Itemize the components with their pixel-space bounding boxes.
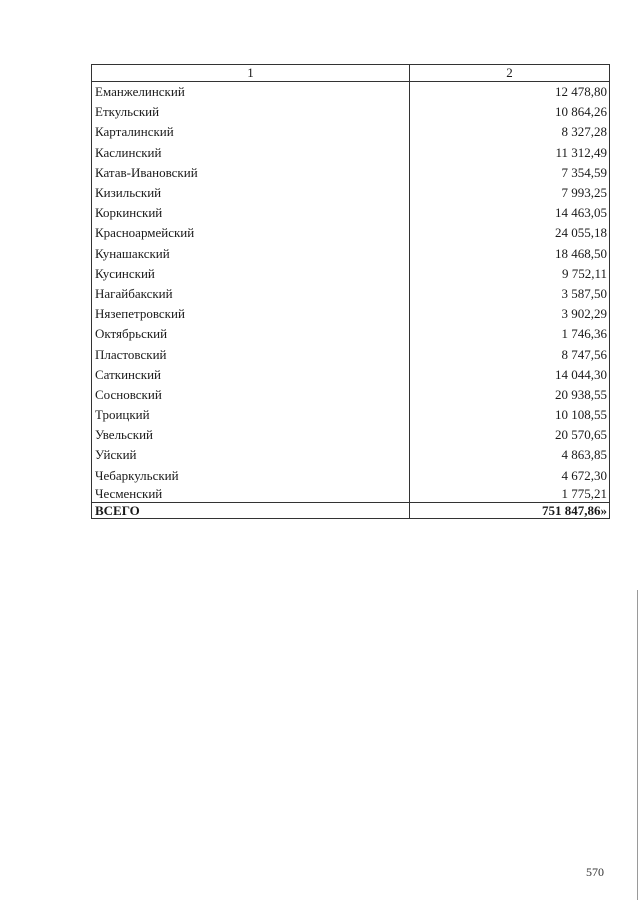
table-row xyxy=(92,466,610,486)
table-row xyxy=(92,264,610,284)
district-name: Красноармейский xyxy=(92,223,410,243)
table-row xyxy=(92,143,610,163)
district-value: 14 044,30 xyxy=(410,365,610,385)
table-row xyxy=(92,223,610,243)
column-header-1: 1 xyxy=(92,65,410,82)
district-name: Кизильский xyxy=(92,183,410,203)
district-name: Еманжелинский xyxy=(92,82,410,103)
table-row xyxy=(92,486,610,503)
district-value: 11 312,49 xyxy=(410,143,610,163)
district-name: Чесменский xyxy=(92,486,410,503)
district-name: Октябрьский xyxy=(92,324,410,344)
district-name: Еткульский xyxy=(92,102,410,122)
table-row xyxy=(92,244,610,264)
scan-edge-line xyxy=(637,590,638,900)
district-name: Коркинский xyxy=(92,203,410,223)
district-name: Карталинский xyxy=(92,122,410,142)
district-value: 4 863,85 xyxy=(410,445,610,465)
district-value: 24 055,18 xyxy=(410,223,610,243)
district-name: Каслинский xyxy=(92,143,410,163)
district-name: Чебаркульский xyxy=(92,466,410,486)
district-value: 10 108,55 xyxy=(410,405,610,425)
table-row xyxy=(92,445,610,465)
table-row xyxy=(92,304,610,324)
district-name: Саткинский xyxy=(92,365,410,385)
district-value: 18 468,50 xyxy=(410,244,610,264)
table-row xyxy=(92,344,610,364)
district-value: 7 993,25 xyxy=(410,183,610,203)
district-value: 12 478,80 xyxy=(410,82,610,103)
table-row xyxy=(92,425,610,445)
district-name: Кусинский xyxy=(92,264,410,284)
total-value: 751 847,86» xyxy=(410,502,610,518)
table-row xyxy=(92,284,610,304)
table-row xyxy=(92,102,610,122)
table-row xyxy=(92,122,610,142)
district-value: 20 938,55 xyxy=(410,385,610,405)
district-name: Пластовский xyxy=(92,344,410,364)
district-name: Увельский xyxy=(92,425,410,445)
district-name: Троицкий xyxy=(92,405,410,425)
table-row xyxy=(92,385,610,405)
table-row xyxy=(92,183,610,203)
district-value: 20 570,65 xyxy=(410,425,610,445)
district-name: Уйский xyxy=(92,445,410,465)
district-name: Нязепетровский xyxy=(92,304,410,324)
district-allocation-table xyxy=(91,64,610,519)
district-value: 4 672,30 xyxy=(410,466,610,486)
table-row xyxy=(92,163,610,183)
table-row xyxy=(92,365,610,385)
table-row xyxy=(92,324,610,344)
district-value: 1 746,36 xyxy=(410,324,610,344)
district-name: Нагайбакский xyxy=(92,284,410,304)
district-value: 1 775,21 xyxy=(410,486,610,503)
total-row xyxy=(92,502,610,518)
district-value: 8 747,56 xyxy=(410,344,610,364)
district-value: 8 327,28 xyxy=(410,122,610,142)
district-name: Катав-Ивановский xyxy=(92,163,410,183)
district-value: 14 463,05 xyxy=(410,203,610,223)
district-value: 3 587,50 xyxy=(410,284,610,304)
page-number: 570 xyxy=(586,865,604,879)
table-row xyxy=(92,203,610,223)
district-value: 7 354,59 xyxy=(410,163,610,183)
table-row xyxy=(92,405,610,425)
district-value: 10 864,26 xyxy=(410,102,610,122)
district-name: Кунашакский xyxy=(92,244,410,264)
total-label: ВСЕГО xyxy=(92,502,410,518)
column-header-2: 2 xyxy=(410,65,610,82)
district-value: 3 902,29 xyxy=(410,304,610,324)
table-header-row xyxy=(92,65,610,82)
district-value: 9 752,11 xyxy=(410,264,610,284)
district-name: Сосновский xyxy=(92,385,410,405)
table-row xyxy=(92,82,610,103)
